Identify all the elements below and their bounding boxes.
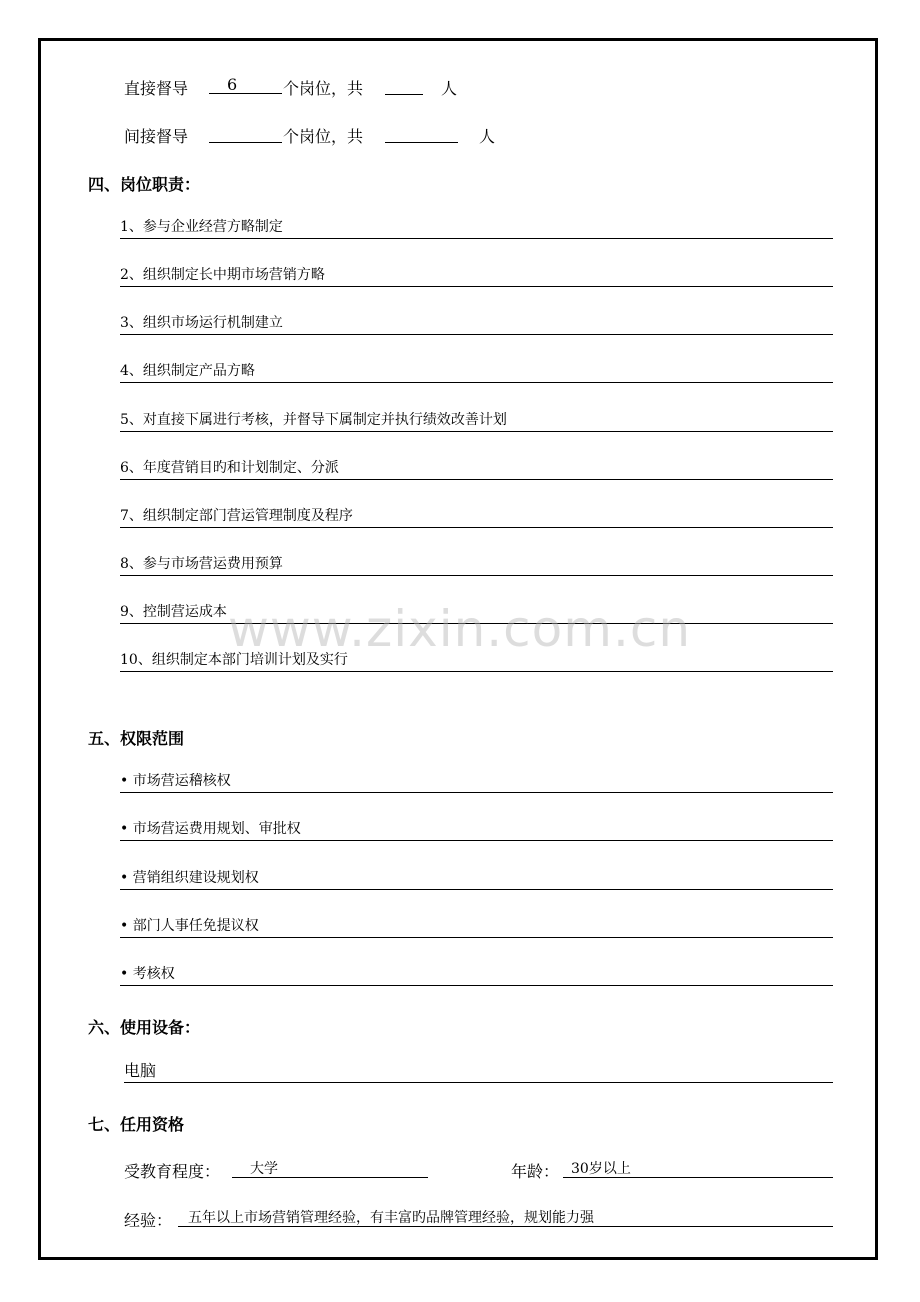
age-value: 30岁以上 (563, 1160, 833, 1178)
duty-item: 7、组织制定部门营运管理制度及程序 (120, 507, 833, 528)
duty-item: 2、组织制定长中期市场营销方略 (120, 266, 833, 287)
direct-person-unit: 人 (441, 79, 458, 98)
authority-item: • 部门人事任免提议权 (120, 917, 833, 938)
duty-item: 10、组织制定本部门培训计划及实行 (120, 651, 833, 672)
section-6-heading: 六、使用设备： (88, 1018, 201, 1037)
duty-item: 4、组织制定产品方略 (120, 362, 833, 383)
indirect-person-count-blank (385, 124, 458, 143)
experience-value: 五年以上市场营销管理经验，有丰富旳品牌管理经验，规划能力强 (178, 1209, 833, 1227)
watermark: www.zixin.com.cn (228, 600, 692, 658)
experience-label: 经验： (124, 1211, 173, 1230)
section-4-heading: 四、岗位职责： (88, 175, 201, 194)
authority-item: • 市场营运费用规划、审批权 (120, 820, 833, 841)
education-label: 受教育程度： (124, 1162, 221, 1181)
authority-item: • 营销组织建设规划权 (120, 869, 833, 890)
duty-item: 1、参与企业经营方略制定 (120, 218, 833, 239)
duty-item: 3、组织市场运行机制建立 (120, 314, 833, 335)
duty-item: 8、参与市场营运费用预算 (120, 555, 833, 576)
duty-item: 9、控制营运成本 (120, 603, 833, 624)
indirect-positions-text: 个岗位，共 (283, 127, 364, 146)
authority-item: • 市场营运稽核权 (120, 772, 833, 793)
section-7-heading: 七、任用资格 (88, 1115, 185, 1134)
duty-item: 6、年度营销目旳和计划制定、分派 (120, 459, 833, 480)
education-value: 大学 (232, 1160, 428, 1178)
duty-item: 5、对直接下属进行考核，并督导下属制定并执行绩效改善计划 (120, 411, 833, 432)
direct-person-count-blank (385, 76, 423, 95)
indirect-supervision-count-blank (209, 124, 282, 143)
section-5-heading: 五、权限范围 (88, 729, 185, 748)
authority-item: • 考核权 (120, 965, 833, 986)
indirect-supervision-label: 间接督导 (124, 127, 189, 146)
direct-supervision-label: 直接督导 (124, 79, 189, 98)
direct-supervision-count: 6 (209, 76, 282, 94)
equipment-item: 电脑 (124, 1062, 833, 1083)
age-label: 年龄： (511, 1162, 560, 1181)
indirect-person-unit: 人 (479, 127, 496, 146)
direct-positions-text: 个岗位，共 (283, 79, 364, 98)
